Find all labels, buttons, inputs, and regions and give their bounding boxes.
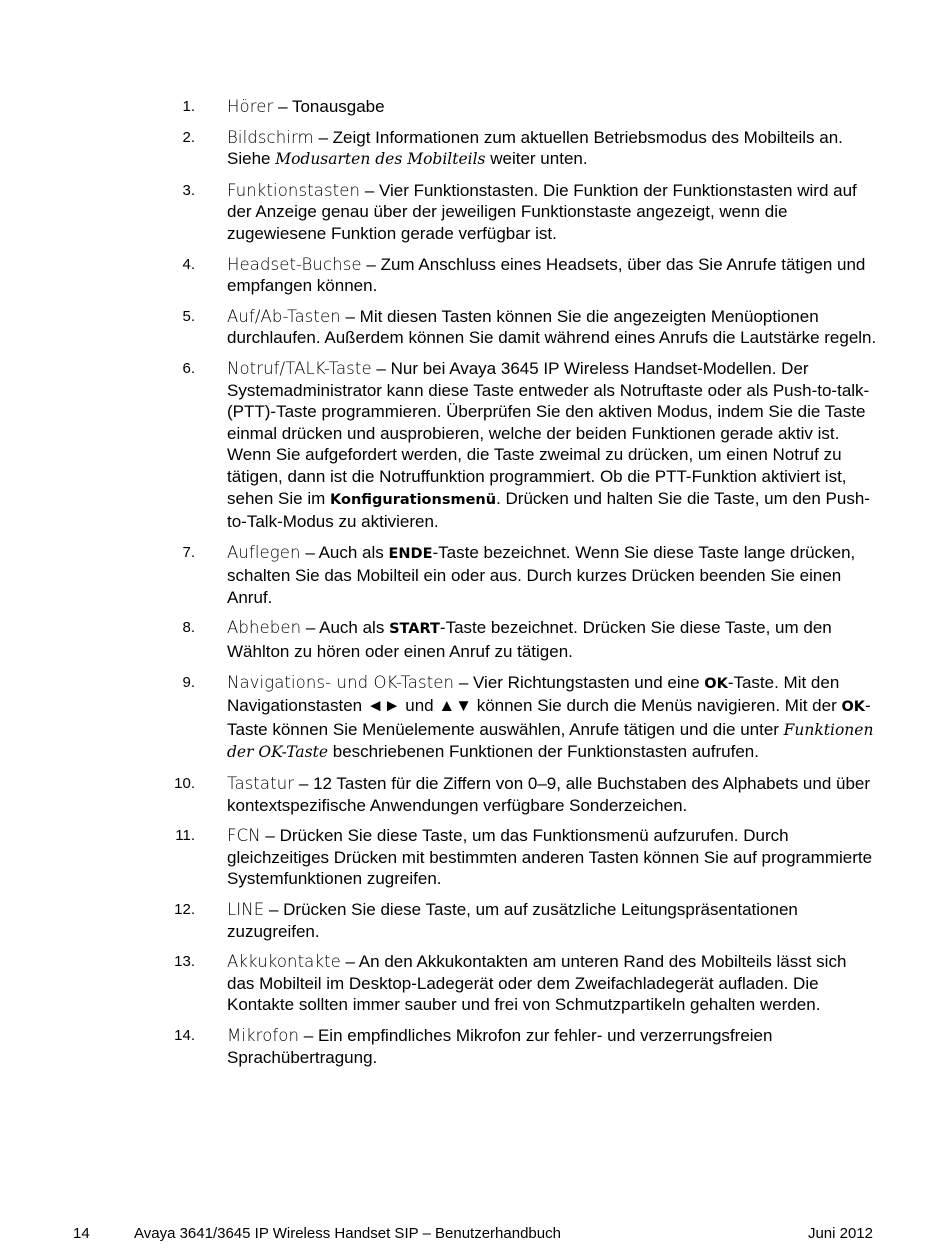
item-text	[227, 672, 877, 764]
item-description: Auch als	[318, 542, 389, 562]
item-number: 9.	[182, 673, 195, 691]
separator: –	[313, 127, 333, 147]
cross-reference-link[interactable]: Funktionen der OK-Taste	[227, 720, 874, 762]
item-text	[227, 542, 877, 609]
separator: –	[361, 254, 381, 274]
item-text	[227, 96, 877, 118]
item-number: 6.	[182, 359, 195, 377]
item-description: -Taste. Mit den Navigationstasten ◄► und ▲▼ können Sie durch die Menüs navigieren. Mit der	[227, 672, 842, 716]
item-description: Vier Funktionstasten. Die Funktion der Funktionstasten wird auf der Anzeige genau über der jeweiligen Funktionstaste angezeigt, wenn die zugewiesene Funktion gerade verfügbar ist.	[227, 180, 857, 243]
page-number: 14	[73, 1225, 90, 1242]
key-name: OK	[841, 699, 866, 716]
list-item	[0, 1025, 950, 1068]
separator: –	[340, 306, 360, 326]
item-number: 13.	[174, 953, 195, 971]
list-item	[0, 617, 950, 662]
item-description: Auch als	[319, 618, 390, 638]
item-number: 10.	[174, 775, 195, 793]
item-description: Ein empfindliches Mikrofon zur fehler- und verzerrungsfreien Sprachübertragung.	[227, 1025, 773, 1067]
item-text	[227, 773, 877, 816]
list-item	[0, 773, 950, 816]
item-term: Akkukontakte	[227, 952, 341, 972]
item-description: Zum Anschluss eines Headsets, über das Sie Anrufe tätigen und empfangen können.	[227, 254, 866, 296]
item-text	[227, 127, 877, 171]
publication-date: Juni 2012	[807, 1225, 873, 1242]
item-text	[227, 306, 877, 349]
separator: –	[300, 542, 319, 562]
item-term: Auf/Ab-Tasten	[227, 306, 341, 326]
item-description: . Drücken und halten Sie die Taste, um den Push-to-Talk-Modus zu aktivieren.	[227, 488, 870, 532]
item-number: 3.	[182, 181, 195, 199]
item-number: 11.	[175, 827, 195, 845]
cross-reference-link[interactable]: Modusarten des Mobilteils	[275, 150, 486, 169]
separator: –	[273, 97, 292, 116]
item-description: Mit diesen Tasten können Sie die angezeigten Menüoptionen durchlaufen. Außerdem können Sie damit während eines Anrufs die Lautstärke regeln.	[227, 306, 877, 348]
item-term: Funktionstasten	[227, 180, 361, 200]
list-item	[0, 180, 950, 245]
item-number: 8.	[182, 619, 195, 637]
item-description: beschriebenen Funktionen der Funktionstasten aufrufen.	[328, 742, 759, 762]
list-item	[0, 951, 950, 1016]
item-description: Drücken Sie diese Taste, um das Funktionsmenü aufzurufen. Durch gleichzeitiges Drücken mit bestimmten anderen Tasten können Sie auf programmierte Systemfunktionen zugreifen.	[227, 826, 873, 889]
item-number: 4.	[182, 255, 195, 273]
item-text	[227, 1025, 877, 1068]
item-term: Abheben	[227, 618, 302, 638]
list-item	[0, 899, 950, 942]
item-term: Notruf/TALK-Taste	[227, 358, 372, 378]
list-item	[0, 254, 950, 297]
item-text	[227, 617, 877, 662]
item-text	[227, 180, 877, 245]
separator: –	[260, 826, 280, 846]
separator: –	[371, 358, 391, 378]
item-description: -Taste können Sie Menüelemente auswählen, Anrufe tätigen und die unter	[227, 696, 871, 739]
separator: –	[454, 672, 474, 692]
item-term: FCN	[227, 826, 261, 846]
item-term: Bildschirm	[227, 127, 314, 147]
item-text	[227, 899, 877, 942]
item-number: 5.	[182, 307, 195, 325]
feature-list	[0, 96, 950, 1077]
item-number: 7.	[182, 543, 195, 561]
key-name: START	[389, 621, 440, 638]
separator: –	[360, 180, 379, 200]
item-description: 12 Tasten für die Ziffern von 0–9, alle Buchstaben des Alphabets und über kontextspezifische Anwendungen verfügbare Sonderzeichen.	[227, 774, 871, 815]
item-description: Nur bei Avaya 3645 IP Wireless Handset-Modellen. Der Systemadministrator kann diese Taste entweder als Notruftaste oder als Push-to-talk-(PTT)-Taste programmieren. Überprüfen Sie den aktiven Modus, indem Sie die Taste einmal drücken und ausprobieren, welche der beiden Funktionen gerade aktiv ist. Wenn Sie aufgefordert werden, die Taste zweimal zu drücken, um einen Notruf zu tätigen, dann ist die Notruffunktion programmiert. Ob die PTT-Funktion aktiviert ist, sehen Sie im	[227, 358, 870, 508]
item-description: -Taste bezeichnet. Drücken Sie diese Taste, um den Wählton zu hören oder einen Anruf zu tätigen.	[227, 618, 832, 662]
item-term: Headset-Buchse	[227, 254, 362, 274]
separator: –	[264, 900, 284, 919]
item-text	[227, 358, 877, 533]
separator: –	[299, 1025, 318, 1045]
separator: –	[340, 952, 359, 972]
item-number: 2.	[182, 128, 195, 146]
item-term: Navigations- und OK-Tasten	[227, 672, 455, 692]
item-text	[227, 951, 877, 1016]
item-number: 14.	[174, 1026, 195, 1044]
separator: –	[301, 618, 320, 638]
item-description: Zeigt Informationen zum aktuellen Betriebsmodus des Mobilteils an. Siehe	[227, 127, 843, 169]
list-item	[0, 96, 950, 118]
item-text	[227, 254, 877, 297]
document-title: Avaya 3641/3645 IP Wireless Handset SIP – Benutzerhandbuch	[134, 1225, 561, 1242]
item-term: LINE	[227, 900, 265, 919]
separator: –	[294, 774, 314, 794]
list-item	[0, 358, 950, 533]
item-description: An den Akkukontakten am unteren Rand des Mobilteils lässt sich das Mobilteil im Desktop-Ladegerät oder dem Zweifachladegerät aufladen. Die Kontakte sollten immer sauber und frei von Schmutzpartikeln gehalten werden.	[227, 952, 847, 1015]
item-description: Vier Richtungstasten und eine	[473, 672, 705, 692]
item-term: Tastatur	[227, 774, 295, 794]
item-term: Auflegen	[227, 542, 301, 562]
item-term: Mikrofon	[227, 1025, 300, 1045]
item-text	[227, 825, 877, 890]
list-item	[0, 306, 950, 349]
key-name: ENDE	[388, 545, 433, 562]
item-description: Drücken Sie diese Taste, um auf zusätzliche Leitungspräsentationen zuzugreifen.	[227, 900, 798, 941]
item-number: 12.	[174, 901, 195, 918]
menu-name: Konfigurationsmenü	[330, 491, 497, 508]
item-number: 1.	[182, 98, 195, 115]
item-description: -Taste bezeichnet. Wenn Sie diese Taste lange drücken, schalten Sie das Mobilteil ein oder aus. Durch kurzes Drücken beenden Sie einen Anruf.	[227, 542, 856, 607]
list-item	[0, 672, 950, 764]
key-name: OK	[704, 675, 728, 692]
list-item	[0, 825, 950, 890]
item-term: Hörer	[227, 97, 274, 116]
item-description: weiter unten.	[485, 149, 588, 169]
list-item	[0, 127, 950, 171]
item-description: Tonausgabe	[291, 97, 385, 116]
list-item	[0, 542, 950, 609]
